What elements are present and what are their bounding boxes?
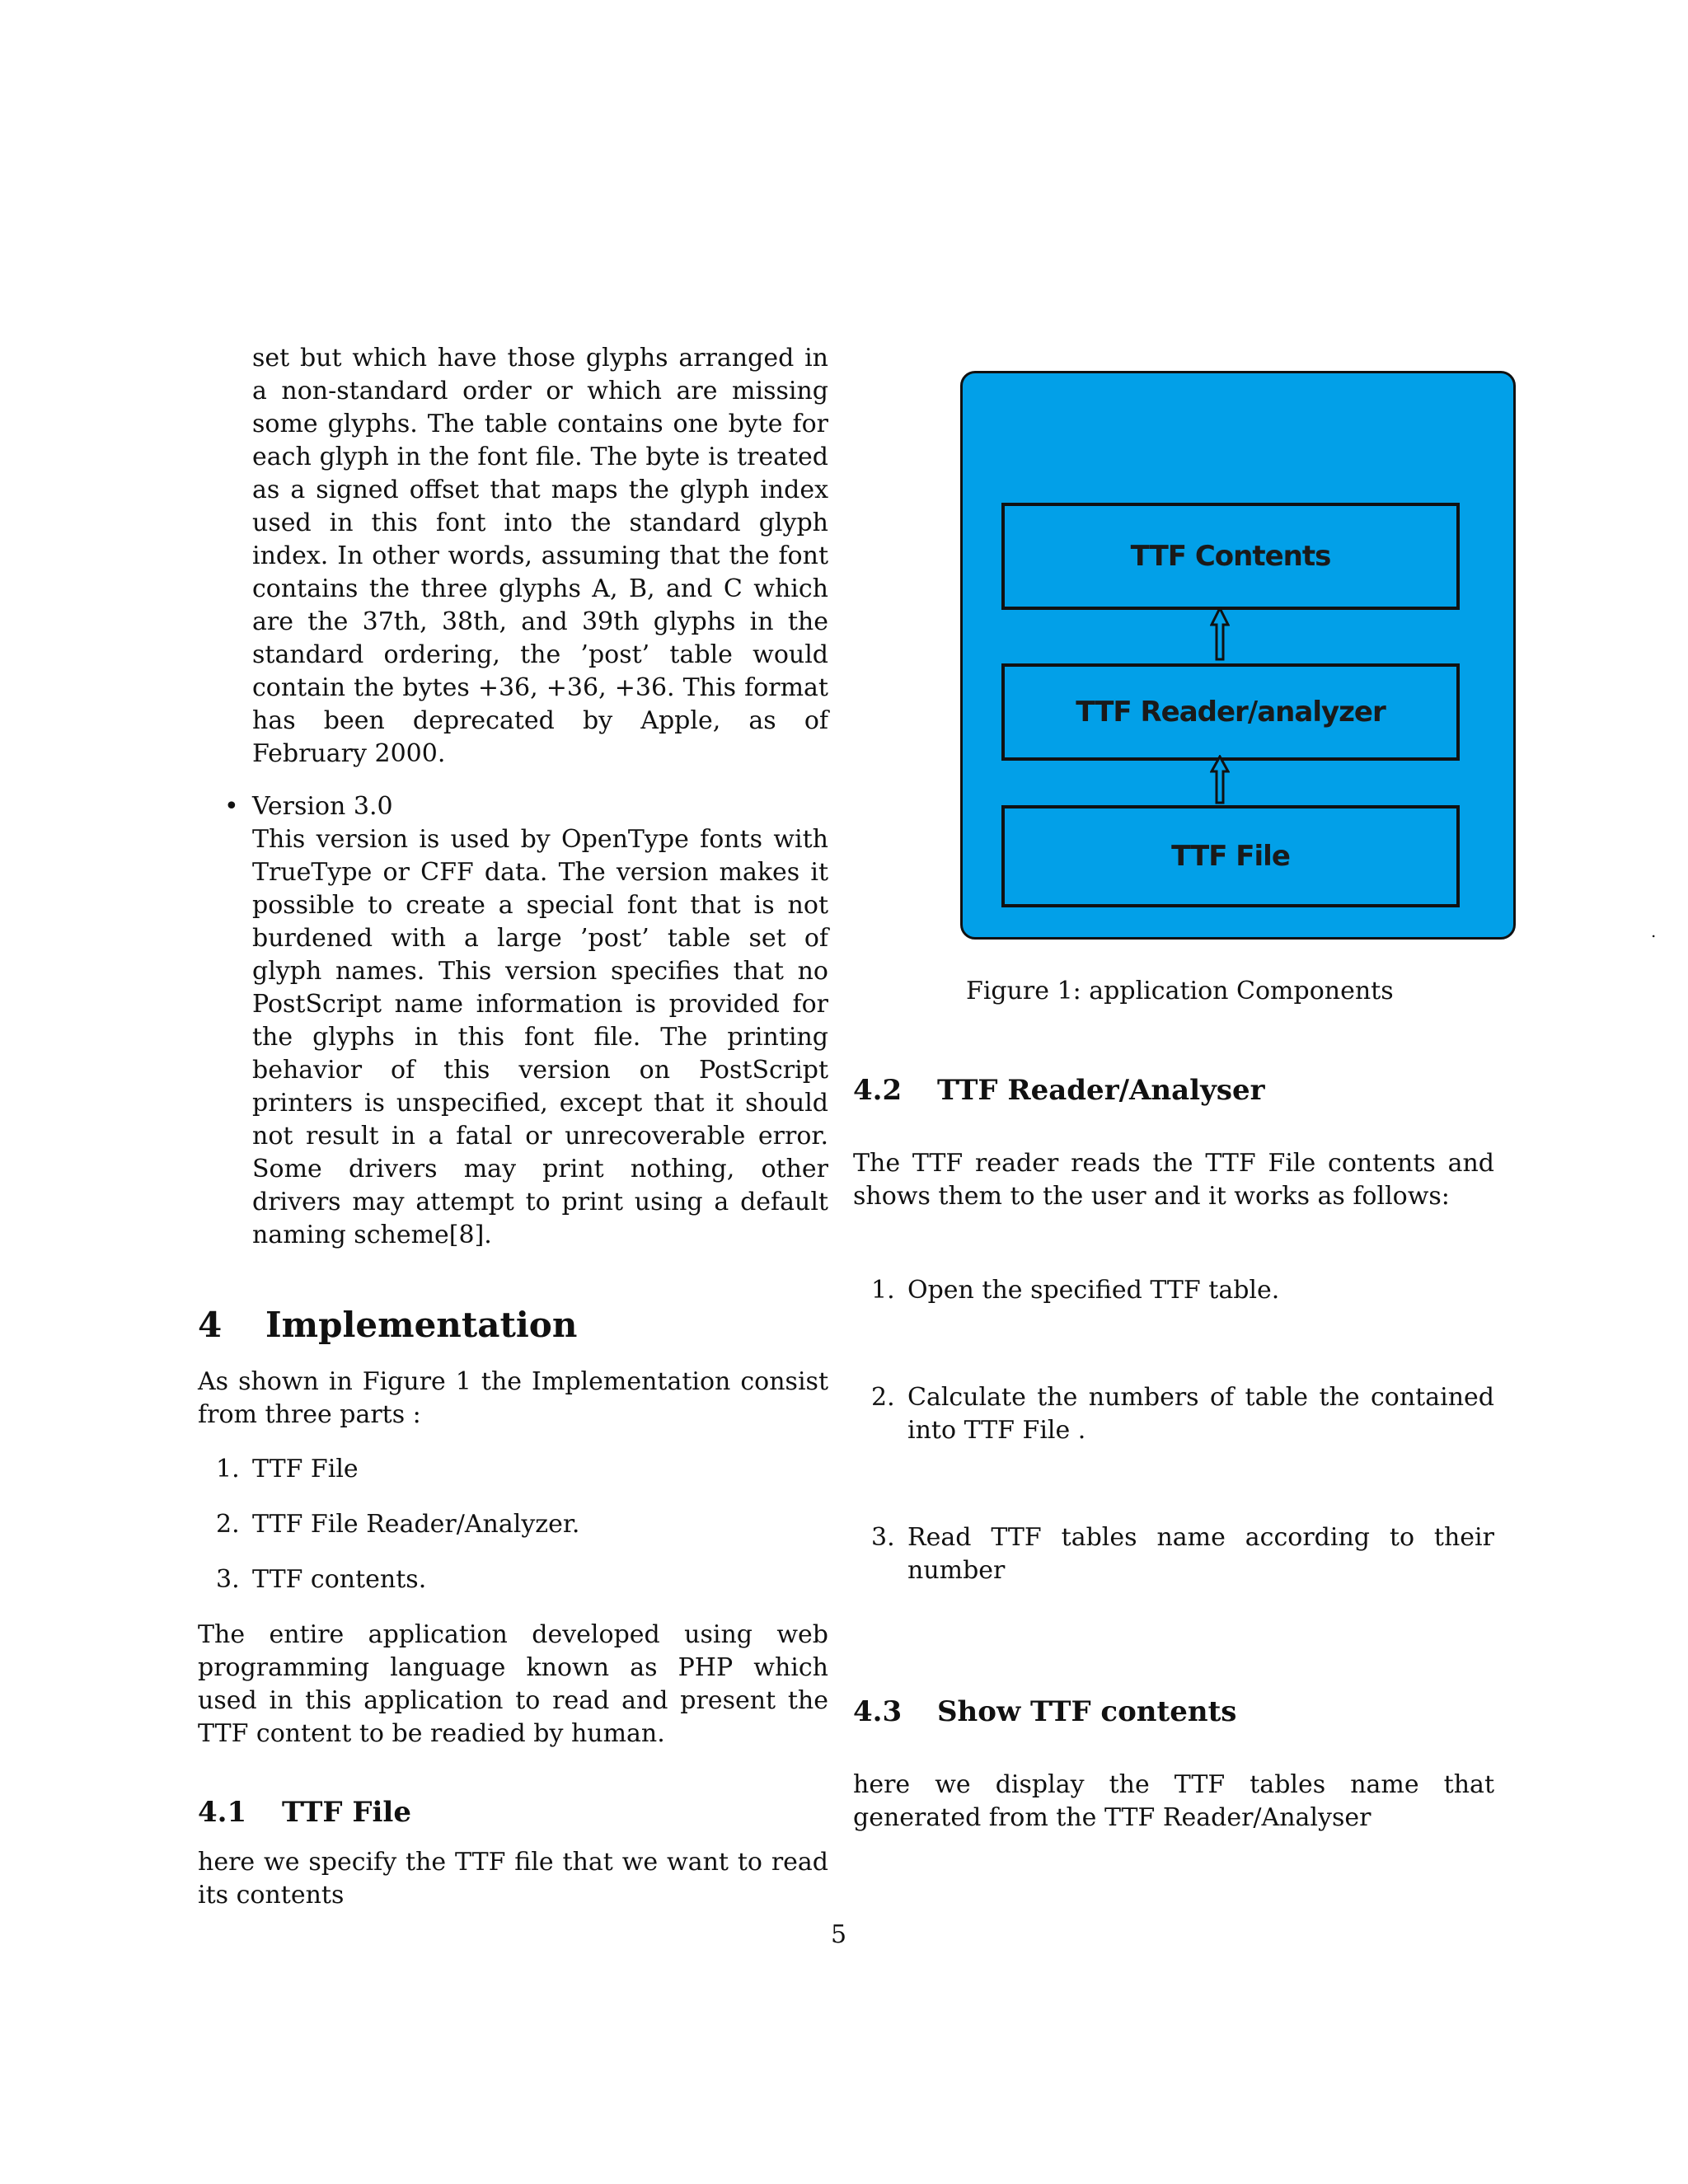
box-ttf-file — [1001, 805, 1460, 907]
section-heading-4-3 — [853, 1693, 1494, 1731]
list-text: Calculate the numbers of table the contained into TTF File . — [907, 1383, 1494, 1445]
figure-application-components — [960, 371, 1514, 938]
bullet-version-3 — [198, 790, 828, 1252]
list-item — [853, 1521, 1494, 1587]
list-text: TTF File — [252, 1455, 359, 1483]
box-ttf-reader — [1001, 663, 1460, 761]
list-text: Open the specified TTF table. — [907, 1276, 1280, 1305]
section-heading-4-2 — [853, 1071, 1494, 1109]
left-column — [198, 342, 828, 1912]
section-4-intro: As shown in Figure 1 the Implementation consist from three parts : — [198, 1367, 828, 1429]
section-4-1-text: here we specify the TTF file that we want to read its contents — [198, 1848, 828, 1910]
section-title: Implementation — [265, 1305, 578, 1345]
bullet-text: This version is used by OpenType fonts with TrueType or CFF data. The version makes it possible to create a special font that is not burdened with a large ’post’ table set of glyph names. This version specifies that no PostScript name information is provided for the glyphs in this font file. The printing behavior of this version on PostScript printers is unspecified, except that it should not result in a fatal or unrecoverable error. Some drivers may print nothing, other drivers may attempt to print using a default naming scheme[8]. — [252, 825, 828, 1249]
section-4-list — [198, 1453, 828, 1596]
bullet-title: Version 3.0 — [252, 792, 393, 821]
section-number: 4.3 — [853, 1695, 903, 1728]
section-4-2-intro: The TTF reader reads the TTF File contents and shows them to the user and it works as follows: — [853, 1149, 1494, 1211]
page-number: 5 — [831, 1920, 847, 1949]
list-text: Read TTF tables name according to their number — [907, 1523, 1494, 1585]
continued-paragraph: set but which have those glyphs arranged in a non-standard order or which are missing some glyphs. The table contains one byte for each glyph in the font file. The byte is treated as a signed offset that maps the glyph index used in this font into the standard glyph index. In other words, assuming that the font contains the three glyphs A, B, and C which are the 37th, 38th, and 39th glyphs in the standard ordering, the ’post’ table would contain the bytes +36, +36, +36. This format has been deprecated by Apple, as of February 2000. — [252, 344, 828, 768]
list-label: 3. — [871, 1523, 895, 1552]
section-number: 4 — [198, 1305, 223, 1345]
list-item — [853, 1381, 1494, 1447]
list-label: 1. — [216, 1455, 240, 1483]
box-ttf-contents — [1001, 503, 1460, 610]
section-4-after: The entire application developed using web programming language known as PHP which used in this application to read and present the TTF content to be readied by human. — [198, 1620, 828, 1748]
box-label: TTF Reader/analyzer — [1076, 696, 1386, 729]
stray-mark: . — [1651, 921, 1657, 941]
diagram-background — [960, 371, 1516, 940]
section-number: 4.2 — [853, 1074, 903, 1107]
arrow-up-icon — [1210, 607, 1230, 661]
list-label: 3. — [216, 1565, 240, 1594]
right-column — [853, 1071, 1494, 1835]
section-title: TTF File — [282, 1796, 411, 1829]
list-item — [198, 1563, 828, 1596]
section-number: 4.1 — [198, 1796, 247, 1829]
list-text: TTF File Reader/Analyzer. — [252, 1510, 580, 1539]
bullet-icon: • — [224, 792, 239, 821]
section-4-3-text: here we display the TTF tables name that generated from the TTF Reader/Analyser — [853, 1770, 1494, 1832]
list-label: 2. — [871, 1383, 895, 1412]
box-label: TTF Contents — [1130, 540, 1331, 573]
section-title: Show TTF contents — [937, 1695, 1237, 1728]
list-item — [198, 1453, 828, 1486]
list-label: 1. — [871, 1276, 895, 1305]
section-heading-4 — [198, 1303, 828, 1347]
list-item — [198, 1508, 828, 1541]
list-item — [853, 1274, 1494, 1307]
box-label: TTF File — [1171, 840, 1290, 873]
list-label: 2. — [216, 1510, 240, 1539]
section-heading-4-1 — [198, 1793, 828, 1831]
section-title: TTF Reader/Analyser — [937, 1074, 1265, 1107]
arrow-up-icon — [1210, 755, 1230, 804]
figure-caption: Figure 1: application Components — [966, 977, 1394, 1005]
list-text: TTF contents. — [252, 1565, 427, 1594]
